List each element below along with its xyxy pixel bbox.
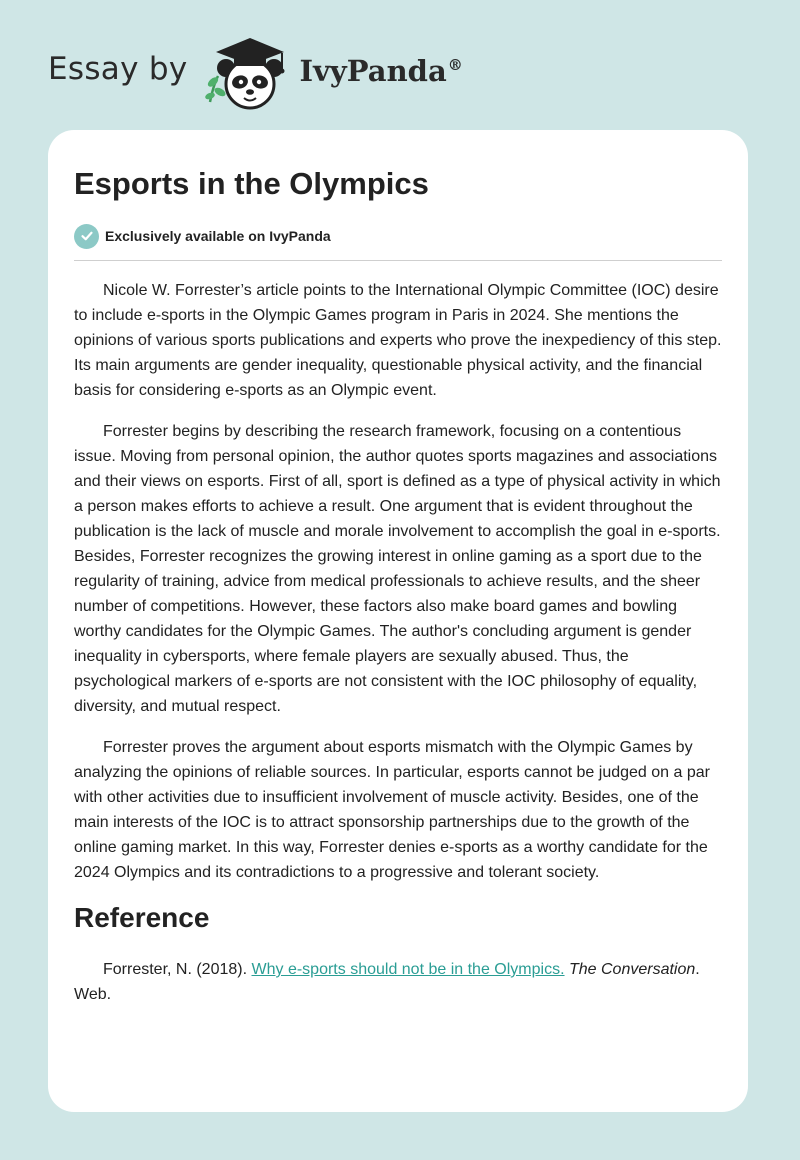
body-paragraph: Nicole W. Forrester’s article points to the International Olympic Committee (IOC) desire to include e-sports in the Olympic Games program in Paris in 2024. She mentions the opinions of various sports publications and experts who prove the inexpediency of this step. Its main arguments are gender inequality, questionable physical activity, and the financial basis for considering e-sports as an Olympic event. xyxy=(74,282,722,399)
reference-link[interactable]: Why e-sports should not be in the Olympics. xyxy=(251,961,565,978)
check-circle-icon xyxy=(74,224,99,249)
essay-card xyxy=(48,130,748,1112)
body-paragraph: Forrester begins by describing the research framework, focusing on a contentious issue. Moving from personal opinion, the author quotes sports magazines and associations and their views on esports. First of all, sport is defined as a type of physical activity in which a person makes efforts to achieve a result. One argument that is evident throughout the publication is the lack of muscle and morale involvement to accomplish the goal in e-sports. Besides, Forrester recognizes the growing interest in online gaming as a sport due to the regularity of training, advice from medical professionals to achieve results, and the sheer number of competitions. However, these factors also make board games and bowling worthy candidates for the Olympic Games. The author's concluding argument is gender inequality in cybersports, where female players are sexually abused. Thus, the psychological markers of e-sports are not consistent with the IOC philosophy of equality, diversity, and mutual respect. xyxy=(74,423,721,715)
brand-prefix: Essay by xyxy=(48,51,188,87)
checkmark-icon xyxy=(80,229,94,243)
brand-name-text: IvyPanda xyxy=(299,54,447,88)
registered-mark: ® xyxy=(447,56,463,75)
brand-name[interactable] xyxy=(300,54,463,88)
panda-logo-icon[interactable] xyxy=(202,32,298,112)
reference-heading: Reference xyxy=(74,902,210,933)
reference-suffix: . Web. xyxy=(74,961,700,1003)
exclusive-label: Exclusively available on IvyPanda xyxy=(105,228,331,244)
divider xyxy=(74,260,722,261)
exclusive-badge xyxy=(74,223,722,249)
reference-entry xyxy=(74,957,722,1007)
reference-journal: The Conversation xyxy=(568,961,696,978)
reference-author-year: Forrester, N. (2018). xyxy=(103,961,248,978)
site-header xyxy=(48,32,463,112)
page-title: Esports in the Olympics xyxy=(74,166,429,201)
body-paragraph: Forrester proves the argument about esports mismatch with the Olympic Games by analyzing the opinions of reliable sources. In particular, esports cannot be judged on a par with other activities due to insufficient involvement of muscle activity. Besides, one of the main interests of the IOC is to attract sponsorship partnerships due to the growth of the online gaming market. In this way, Forrester denies e-sports as a worthy candidate for the 2024 Olympics and its contradictions to a progressive and tolerant society. xyxy=(74,739,710,881)
